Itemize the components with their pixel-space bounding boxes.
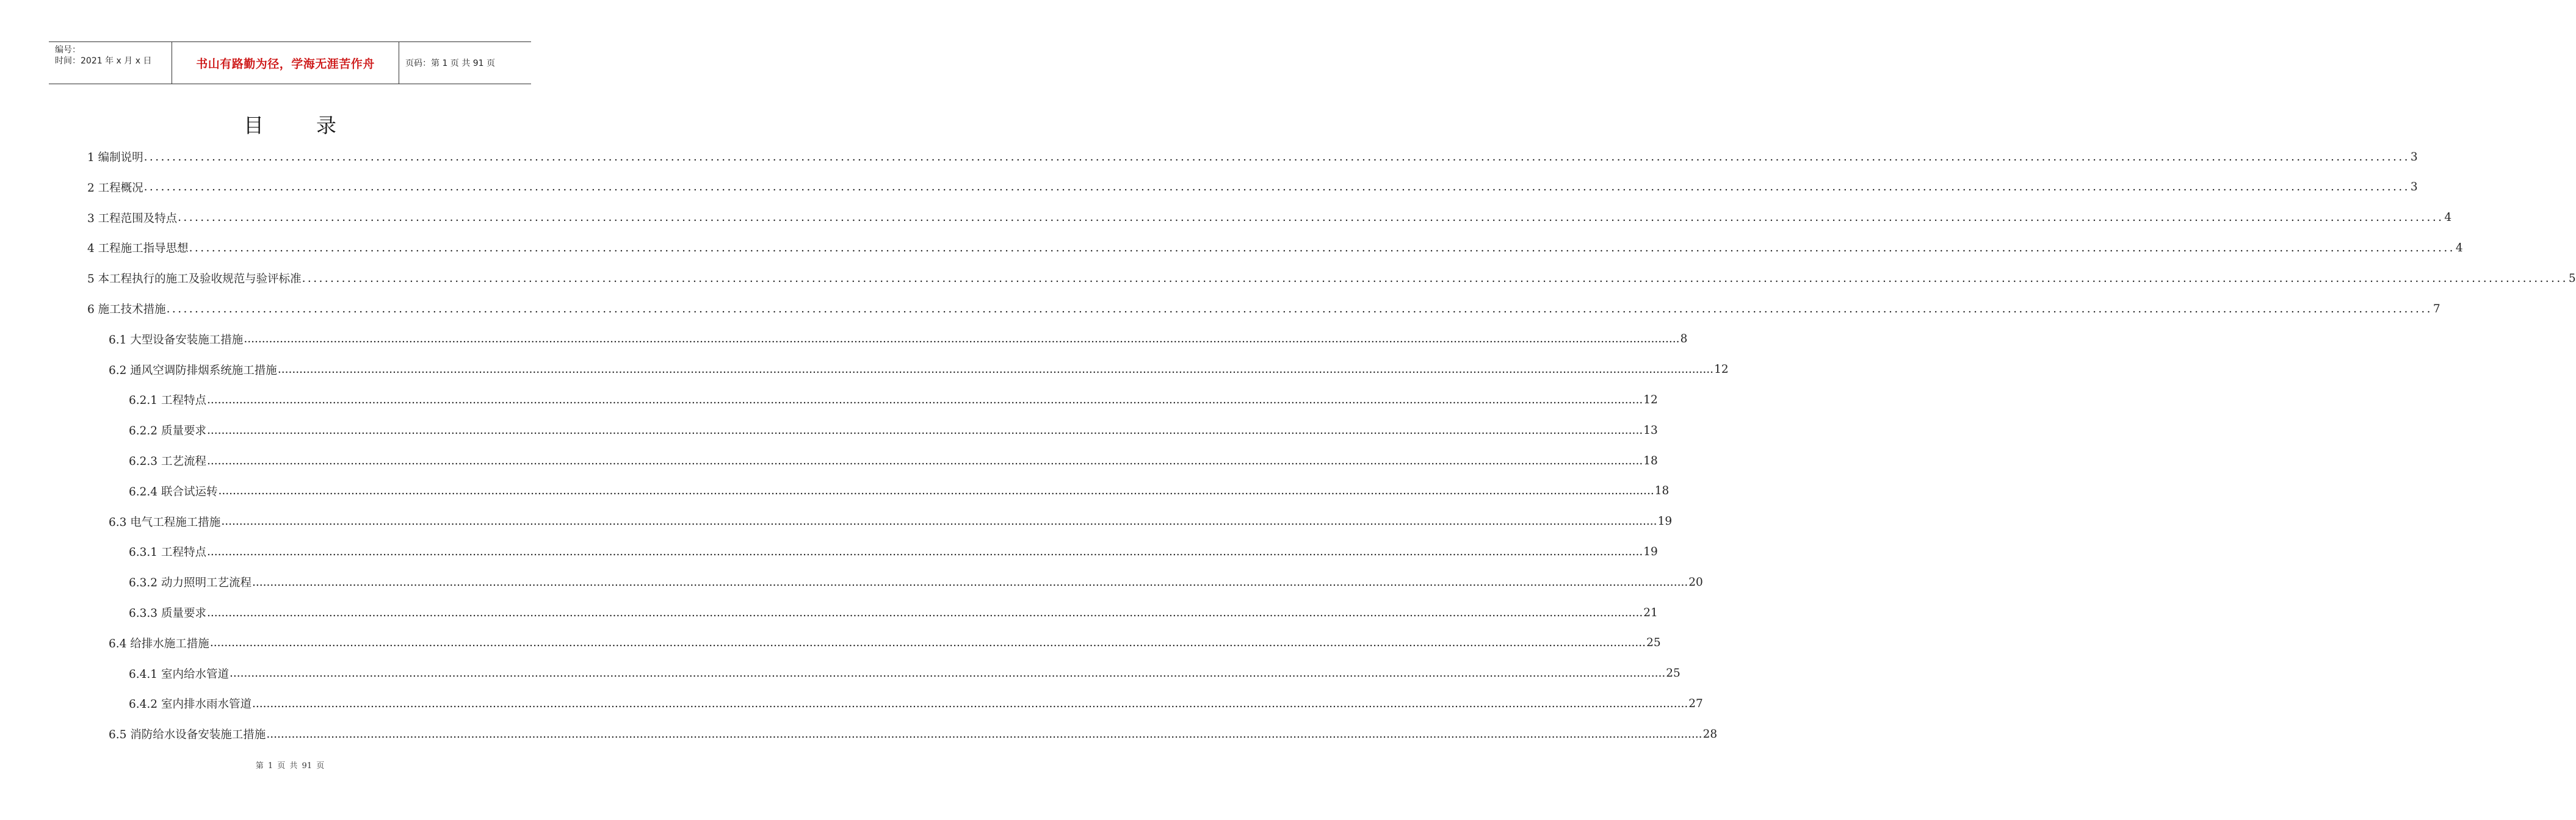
toc-entry-page: 19 — [1657, 515, 1673, 528]
toc-entry-label: 6.2 通风空调防排烟系统施工措施 — [109, 364, 277, 377]
toc-entry-label: 4 工程施工指导思想 — [87, 242, 189, 256]
document-number-label: 编号： — [55, 45, 81, 55]
toc-entry-label: 3 工程范围及特点 — [87, 212, 178, 225]
header-motto-cell — [172, 42, 399, 84]
toc-entry[interactable] — [129, 420, 1658, 441]
toc-entry-page: 4 — [2444, 211, 2452, 225]
toc-entry[interactable] — [87, 268, 2576, 289]
toc-entry-label: 6.4.1 室内给水管道 — [129, 667, 229, 681]
toc-dot-leader: ................................................................................................................................................................................................................................................................................................................................................................................................................ — [189, 241, 2455, 254]
header-page-info-cell — [399, 42, 531, 84]
toc-entry-label: 6.3.1 工程特点 — [129, 546, 206, 559]
toc-entry[interactable] — [129, 481, 1670, 502]
document-date: 时间：2021 年 x 月 x 日 — [55, 56, 152, 66]
toc-dot-leader: ................................................................................................................................................................................................................................................................................................................................................................................................................ — [266, 727, 1702, 741]
toc-entry[interactable] — [129, 541, 1658, 562]
toc-entry[interactable] — [129, 572, 1703, 592]
toc-dot-leader: ................................................................................................................................................................................................................................................................................................................................................................................................................ — [221, 515, 1657, 528]
toc-dot-leader: ................................................................................................................................................................................................................................................................................................................................................................................................................ — [143, 181, 2410, 194]
toc-entry[interactable] — [87, 146, 2418, 167]
toc-entry[interactable] — [87, 298, 2440, 319]
toc-entry-page: 8 — [1680, 333, 1688, 346]
toc-entry[interactable] — [109, 329, 1688, 350]
toc-dot-leader: ................................................................................................................................................................................................................................................................................................................................................................................................................ — [244, 333, 1680, 346]
toc-dot-leader: ................................................................................................................................................................................................................................................................................................................................................................................................................ — [178, 211, 2444, 225]
toc-dot-leader: ................................................................................................................................................................................................................................................................................................................................................................................................................ — [277, 363, 1714, 376]
toc-entry-page: 21 — [1643, 606, 1658, 619]
toc-entry[interactable] — [109, 633, 1661, 653]
toc-entry[interactable] — [87, 237, 2463, 258]
toc-entry-label: 6.3 电气工程施工措施 — [109, 516, 221, 529]
toc-entry-label: 6.2.2 质量要求 — [129, 425, 206, 438]
header-meta — [49, 42, 172, 84]
toc-entry-page: 3 — [2410, 181, 2418, 194]
toc-entry-label: 2 工程概况 — [87, 181, 143, 195]
toc-entry-label: 1 编制说明 — [87, 151, 143, 164]
toc-entry-page: 18 — [1654, 484, 1670, 498]
toc-entry[interactable] — [129, 389, 1658, 410]
toc-entry-page: 28 — [1702, 727, 1718, 741]
toc-entry-label: 6.5 消防给水设备安装施工措施 — [109, 728, 266, 742]
toc-entry-page: 12 — [1643, 393, 1658, 406]
toc-entry-page: 3 — [2410, 150, 2418, 164]
toc-entry[interactable] — [87, 177, 2418, 198]
toc-dot-leader: ................................................................................................................................................................................................................................................................................................................................................................................................................ — [302, 272, 2568, 285]
toc-entry-page: 13 — [1643, 423, 1658, 437]
toc-dot-leader: ................................................................................................................................................................................................................................................................................................................................................................................................................ — [209, 636, 1646, 650]
toc-entry[interactable] — [129, 602, 1658, 623]
toc-entry-label: 6 施工技术措施 — [87, 303, 166, 316]
toc-entry-page: 27 — [1688, 697, 1703, 710]
toc-entry-page: 4 — [2455, 241, 2463, 254]
toc-entry-label: 6.2.4 联合试运转 — [129, 485, 218, 498]
page-footer: 第 1 页 共 91 页 — [255, 761, 325, 771]
toc-entry-page: 20 — [1688, 575, 1703, 589]
page-header — [49, 41, 531, 84]
toc-entry-page: 5 — [2568, 272, 2576, 285]
toc-dot-leader: ................................................................................................................................................................................................................................................................................................................................................................................................................ — [206, 606, 1643, 619]
header-motto: 书山有路勤为径，学海无涯苦作舟 — [196, 57, 375, 71]
toc-title: 目录 — [244, 113, 389, 137]
toc-dot-leader: ................................................................................................................................................................................................................................................................................................................................................................................................................ — [251, 697, 1688, 710]
toc-entry[interactable] — [109, 359, 1729, 380]
toc-entry-label: 6.4 给排水施工措施 — [109, 637, 209, 650]
toc-entry-page: 19 — [1643, 545, 1658, 558]
toc-dot-leader: ................................................................................................................................................................................................................................................................................................................................................................................................................ — [143, 150, 2410, 164]
toc-dot-leader: ................................................................................................................................................................................................................................................................................................................................................................................................................ — [206, 393, 1643, 406]
toc-entry[interactable] — [87, 207, 2452, 228]
toc-dot-leader: ................................................................................................................................................................................................................................................................................................................................................................................................................ — [206, 545, 1643, 558]
toc-entry[interactable] — [129, 663, 1681, 684]
toc-dot-leader: ................................................................................................................................................................................................................................................................................................................................................................................................................ — [166, 302, 2433, 315]
toc-entry-page: 18 — [1643, 454, 1658, 467]
toc-entry-page: 25 — [1646, 636, 1661, 650]
toc-dot-leader: ................................................................................................................................................................................................................................................................................................................................................................................................................ — [206, 423, 1643, 437]
toc-entry-page: 12 — [1714, 363, 1729, 376]
toc-entry-page: 25 — [1666, 667, 1681, 680]
toc-entry-label: 6.2.3 工艺流程 — [129, 455, 206, 468]
toc-entry[interactable] — [109, 511, 1673, 532]
toc-entry-label: 5 本工程执行的施工及验收规范与验评标准 — [87, 273, 302, 286]
header-page-info: 页码：第 1 页 共 91 页 — [405, 59, 495, 68]
toc-entry[interactable] — [109, 724, 1718, 744]
toc-entry-page: 7 — [2433, 302, 2440, 315]
toc-entry[interactable] — [129, 450, 1658, 471]
toc-entry-label: 6.3.3 质量要求 — [129, 607, 206, 620]
toc-entry-label: 6.1 大型设备安装施工措施 — [109, 333, 244, 347]
toc-entry-label: 6.2.1 工程特点 — [129, 394, 206, 408]
toc-dot-leader: ................................................................................................................................................................................................................................................................................................................................................................................................................ — [218, 484, 1654, 498]
toc-entry[interactable] — [129, 693, 1703, 714]
toc-dot-leader: ................................................................................................................................................................................................................................................................................................................................................................................................................ — [229, 667, 1666, 680]
toc-entry-label: 6.4.2 室内排水雨水管道 — [129, 698, 251, 711]
toc-dot-leader: ................................................................................................................................................................................................................................................................................................................................................................................................................ — [251, 575, 1688, 589]
toc-dot-leader: ................................................................................................................................................................................................................................................................................................................................................................................................................ — [206, 454, 1643, 467]
toc-entry-label: 6.3.2 动力照明工艺流程 — [129, 577, 251, 590]
